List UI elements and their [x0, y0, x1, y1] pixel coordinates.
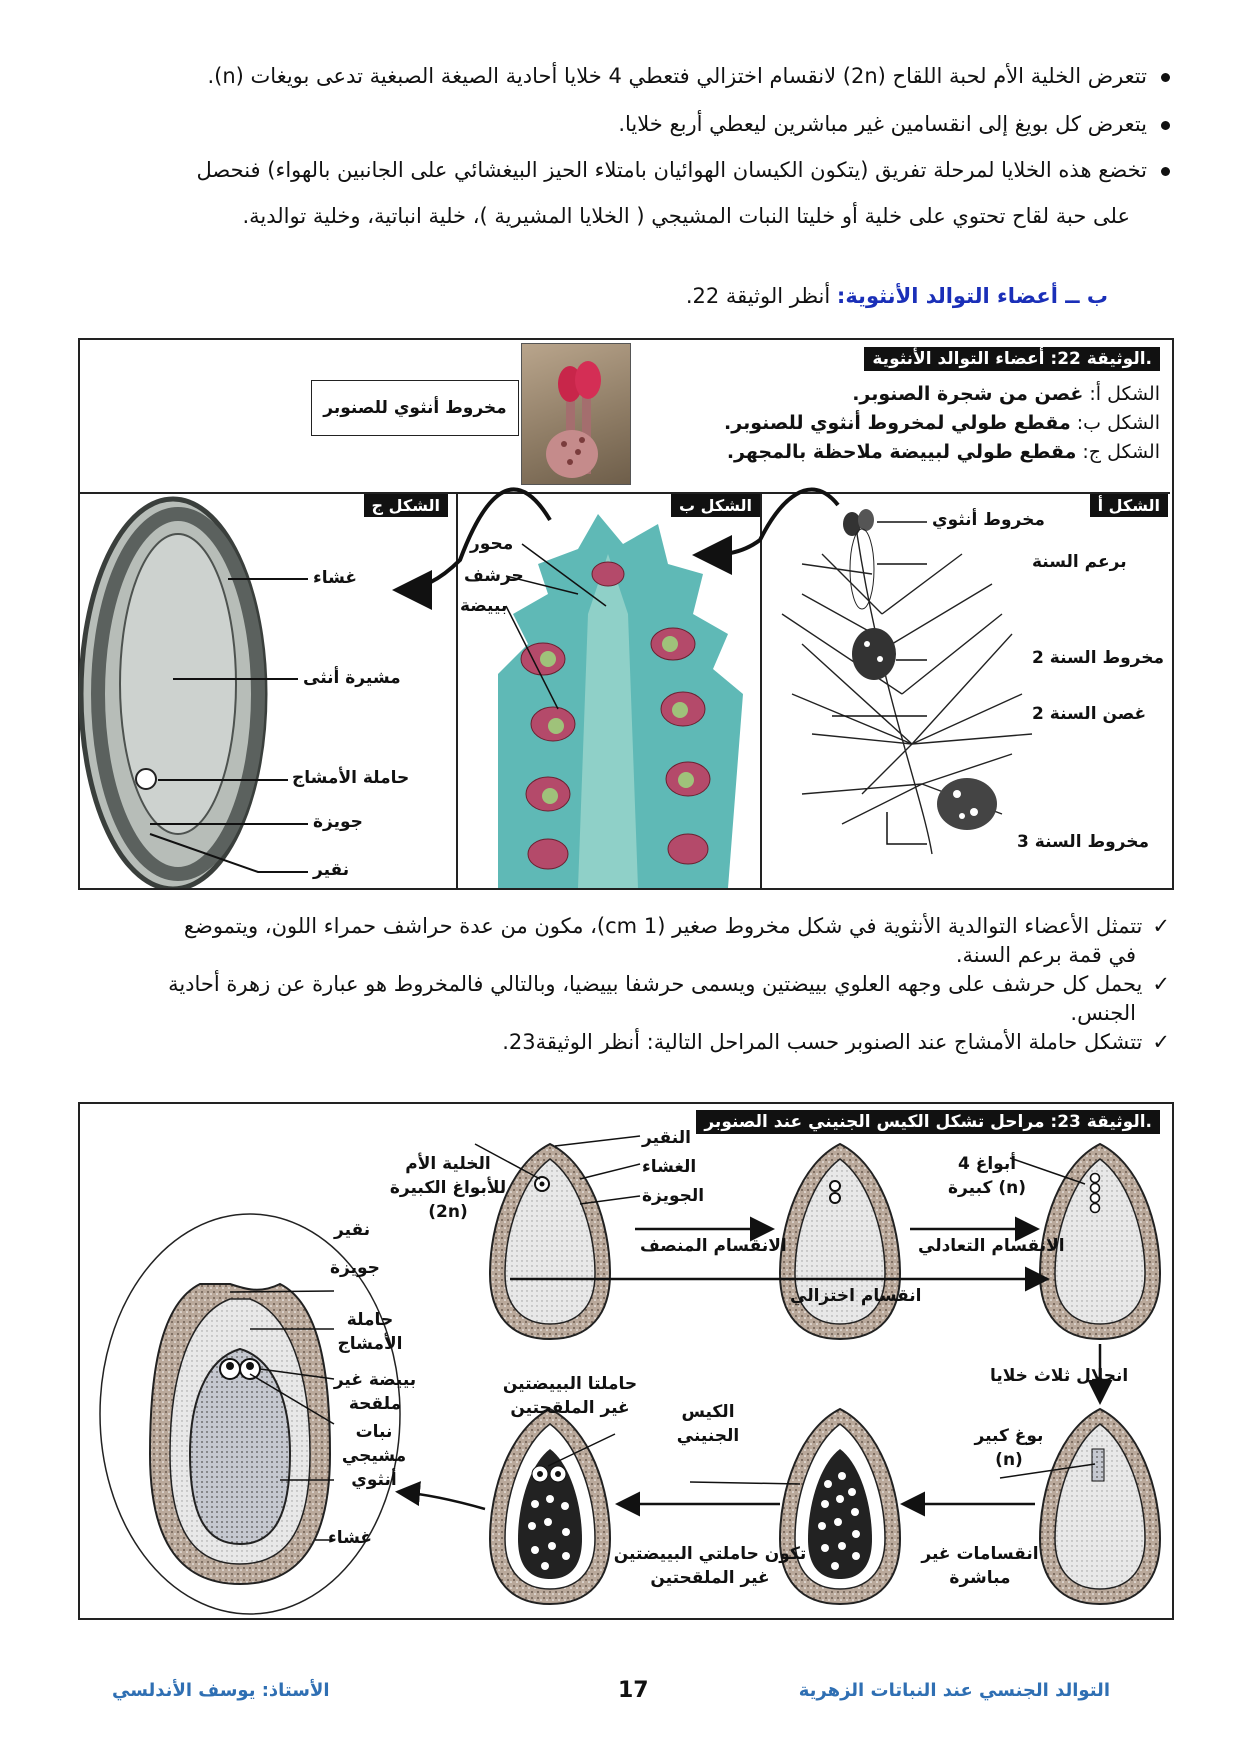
panel-c-label-nucellus: جويزة — [313, 812, 363, 832]
panel-b-label-scale: حرشف — [464, 566, 524, 586]
d23-big-gametophyte: نبات مشيجي أنثوي — [341, 1422, 407, 1490]
legend-b: الشكل ب: مقطع طولي لمخروط أنثوي للصنوبر. — [724, 412, 1160, 434]
check-item-2: ✓يحمل كل حرشف على وجهه العلوي بييضتين ويسمى حرشفا بييضيا، وبالتالي فالمخروط هو عبارة عن زهرة أحادية — [168, 972, 1170, 996]
d23-big-naqir: نقير — [334, 1220, 371, 1240]
panel-c-label-micropyle: نقير — [313, 860, 350, 880]
d23-mitoses: انقسامات غير مباشرة — [921, 1544, 1039, 1588]
footer-page-number: 17 — [618, 1678, 649, 1703]
ovule-stage-6 — [490, 1409, 610, 1604]
photo-caption-box — [311, 380, 519, 436]
check-item-1-cont: في قمة برعم السنة. — [955, 943, 1136, 967]
section-heading-ref: أنظر الوثيقة 22. — [685, 284, 831, 308]
d23-big-egg: بييضة غير ملقحة — [333, 1370, 417, 1414]
panel-b-tag: الشكل ب — [671, 494, 760, 517]
intro-bullet-1: تتعرض الخلية الأم لحبة اللقاح (2n) لانقسام اختزالي فتعطي 4 خلايا أحادية الصيغة الصبغية تدعى بويغات (n). — [50, 56, 1170, 96]
footer-left: الأستاذ: يوسف الأندلسي — [112, 1680, 330, 1701]
d23-four-spores: 4 أبواغ كبيرة (n) — [948, 1154, 1026, 1198]
ovule-stage-4 — [1040, 1409, 1160, 1604]
panel-b — [456, 492, 762, 888]
panel-a-label-bud: برعم السنة — [1032, 552, 1127, 572]
ovule-stage-1 — [490, 1144, 610, 1339]
panel-c-label-archegonium: حاملة الأمشاج — [292, 768, 410, 788]
check-icon: ✓ — [1152, 972, 1170, 996]
d23-ghishaa: الغشاء — [642, 1157, 697, 1177]
check-icon: ✓ — [1152, 914, 1170, 938]
bullet-icon — [1161, 167, 1170, 176]
footer-right: التوالد الجنسي عند النباتات الزهرية — [798, 1680, 1110, 1701]
panel-a-label-cone: مخروط أنثوي — [932, 510, 1045, 530]
panel-a-tag: الشكل أ — [1090, 494, 1168, 517]
panel-c — [78, 492, 458, 888]
d23-mother-cell: الخلية الأم للأبواغ الكبيرة (2n) — [389, 1154, 507, 1222]
d23-big-juwayza: جويزة — [330, 1258, 380, 1278]
bullet-icon — [1161, 121, 1170, 130]
intro-bullet-2: يتعرض كل بويغ إلى انقسامين غير مباشرين ليعطي أربع خلايا. — [50, 104, 1170, 144]
d23-big-archegonium: حاملة الأمشاج — [337, 1310, 403, 1354]
d23-naqir: النقير — [642, 1128, 691, 1148]
legend-a: الشكل أ: غصن من شجرة الصنوبر. — [852, 383, 1160, 405]
panel-c-tag: الشكل ج — [364, 494, 448, 517]
female-cone-photo — [521, 343, 631, 485]
ovule-micrograph — [78, 494, 456, 888]
panel-b-label-ovule: بييضة — [460, 596, 508, 616]
doc22-title: الوثيقة 22: أعضاء التوالد الأنثوية. — [864, 349, 1160, 369]
section-heading — [686, 284, 1108, 308]
check-item-2-cont: الجنس. — [1070, 1001, 1136, 1025]
d23-equational: الانقسام التعادلي — [918, 1236, 1065, 1256]
check-list — [50, 912, 1170, 1057]
d23-embryo-sac: الكيس الجنيني — [676, 1402, 740, 1446]
panel-a-label-cone3: مخروط السنة 3 — [1017, 832, 1150, 852]
d23-archegonia-form: تكون حاملتي البييضتين غير الملقحتين — [613, 1544, 807, 1588]
intro-bullet-3-cont: على حبة لقاح تحتوي على خلية أو خليتا النبات المشيجي ( الخلايا المشيرية )، خلية انباتية، وخلية توالدية. — [242, 204, 1130, 228]
panel-b-label-axis: محور — [470, 534, 514, 554]
d23-archegonia: حاملتا البييضتين غير الملقحتين — [502, 1374, 638, 1418]
d23-juwayza: الجويزة — [642, 1186, 705, 1206]
panel-a — [760, 492, 1170, 888]
d23-megaspore: بوغ كبير (n) — [974, 1426, 1044, 1470]
panel-c-label-membrane: غشاء — [313, 568, 357, 588]
photo-caption: مخروط أنثوي للصنوبر — [323, 398, 507, 418]
intro-bullet-3: تخضع هذه الخلايا لمرحلة تفريق (يتكون الكيسان الهوائيان بامتلاء الحيز البيغشائي على الجانبين بالهواء) فنحصل — [40, 150, 1170, 190]
doc23-title: الوثيقة 23: مراحل تشكل الكيس الجنيني عند الصنوبر. — [696, 1112, 1160, 1132]
female-cone-illustration — [522, 344, 630, 484]
bullet-icon — [1161, 73, 1170, 82]
check-icon: ✓ — [1152, 1030, 1170, 1054]
d23-meiosis1: الانقسام المنصف — [640, 1236, 787, 1256]
d23-big-ghishaa: غشاء — [328, 1528, 372, 1548]
panel-a-label-branch2: غصن السنة 2 — [1032, 704, 1147, 724]
section-heading-title: ب ــ أعضاء التوالد الأنثوية: — [836, 284, 1108, 308]
d23-degeneration: انحلال ثلاث خلايا — [990, 1366, 1129, 1386]
doc22-legend — [724, 380, 1160, 467]
check-item-3: ✓تتشكل حاملة الأمشاج عند الصنوبر حسب المراحل التالية: أنظر الوثيقة23. — [502, 1030, 1170, 1054]
d23-reductional: انقسام اختزالي — [790, 1286, 922, 1306]
check-item-1: ✓تتمثل الأعضاء التوالدية الأنثوية في شكل مخروط صغير (1 cm)، مكون من عدة حراشف حمراء اللون، ويتموضع — [183, 914, 1170, 938]
panel-a-label-cone2: مخروط السنة 2 — [1032, 648, 1165, 668]
ovule-stage-2 — [780, 1144, 900, 1339]
panel-c-label-megagametophyte: مشيرة أنثى — [303, 668, 401, 688]
legend-c: الشكل ج: مقطع طولي لبييضة ملاحظة بالمجهر. — [726, 441, 1160, 463]
